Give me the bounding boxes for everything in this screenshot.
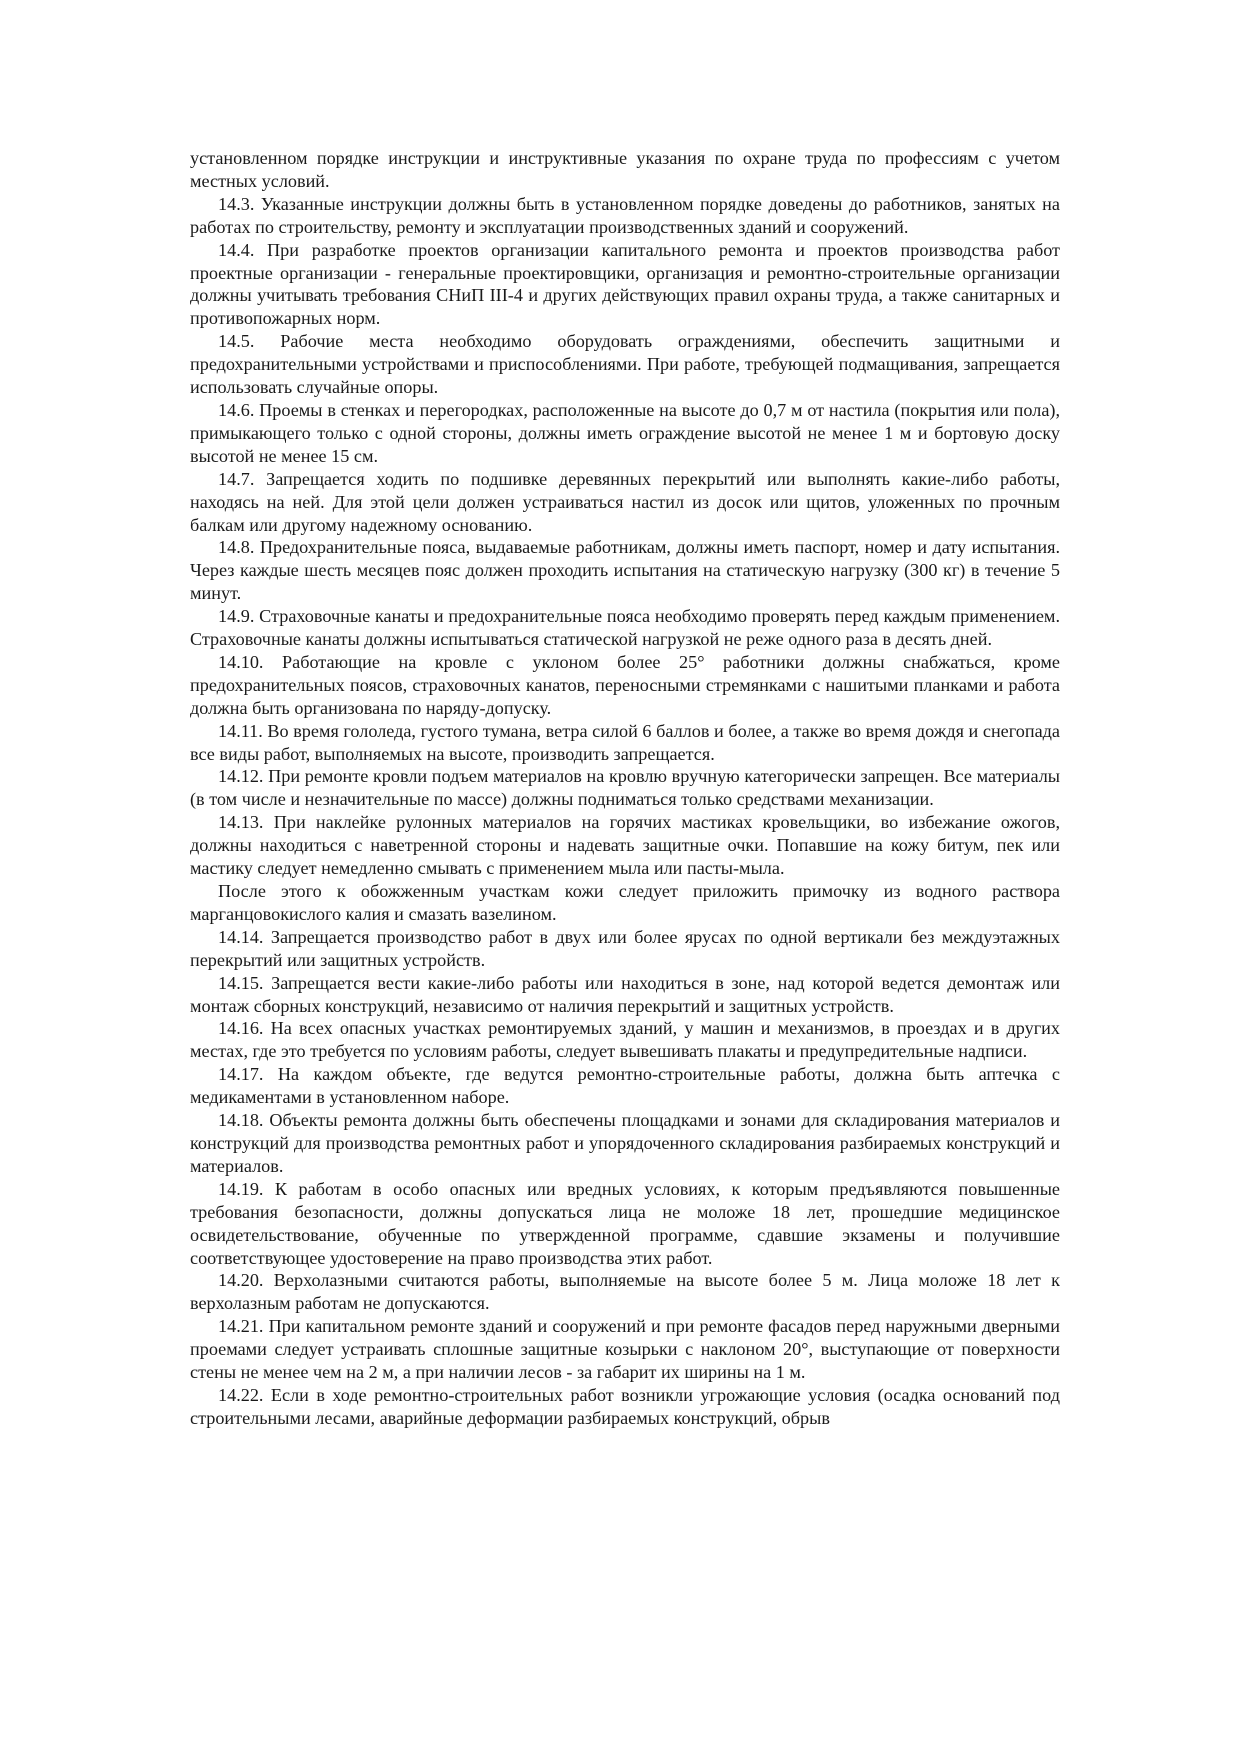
paragraph-14-5: 14.5. Рабочие места необходимо оборудовать ограждениями, обеспечить защитными и предохранительными устройствами и приспособлениями. При работе, требующей подмащивания, запрещается использовать случайные опоры. <box>190 331 1060 398</box>
paragraph-14-13-continued: После этого к обожженным участкам кожи следует приложить примочку из водного раствора марганцовокислого калия и смазать вазелином. <box>190 881 1060 924</box>
paragraph-14-22: 14.22. Если в ходе ремонтно-строительных работ возникли угрожающие условия (осадка оснований под строительными лесами, аварийные деформации разбираемых конструкций, обрыв <box>190 1384 1060 1428</box>
paragraph-14-13: 14.13. При наклейке рулонных материалов на горячих мастиках кровельщики, во избежание ожогов, должны находиться с наветренной стороны и надевать защитные очки. Попавшие на кожу битум, пек или мастику следует немедленно смывать с применением мыла или пасты-мыла. <box>190 812 1060 879</box>
paragraph-14-15: 14.15. Запрещается вести какие-либо работы или находиться в зоне, над которой ведется демонтаж или монтаж сборных конструкций, независимо от наличия перекрытий и защитных устройств. <box>190 972 1060 1016</box>
paragraph-14-18: 14.18. Объекты ремонта должны быть обеспечены площадками и зонами для складирования материалов и конструкций для производства ремонтных работ и упорядоченного складирования разбираемых конструкций и материалов. <box>190 1110 1060 1176</box>
paragraph-14-9: 14.9. Страховочные канаты и предохранительные пояса необходимо проверять перед каждым применением. Страховочные канаты должны испытываться статической нагрузкой не реже одного раза в десять дней. <box>190 606 1060 650</box>
paragraph-14-14: 14.14. Запрещается производство работ в двух или более ярусах по одной вертикали без междуэтажных перекрытий или защитных устройств. <box>190 926 1060 970</box>
paragraph-14-11: 14.11. Во время гололеда, густого тумана, ветра силой 6 баллов и более, а также во время дождя и снегопада все виды работ, выполняемых на высоте, производить запрещается. <box>190 720 1060 764</box>
paragraph-14-21: 14.21. При капитальном ремонте зданий и сооружений и при ремонте фасадов перед наружными дверными проемами следует устраивать сплошные защитные козырьки с наклоном 20°, выступающие от поверхности стены не менее чем на 2 м, а при наличии лесов - за габарит их ширины на 1 м. <box>190 1316 1060 1383</box>
paragraph-14-12: 14.12. При ремонте кровли подъем материалов на кровлю вручную категорически запрещен. Все материалы (в том числе и незначительные по массе) должны подниматься только средствами механизации. <box>190 766 1060 810</box>
paragraph-14-7: 14.7. Запрещается ходить по подшивке деревянных перекрытий или выполнять какие-либо работы, находясь на ней. Для этой цели должен устраиваться настил из досок или щитов, уложенных по прочным балкам или другому надежному основанию. <box>190 468 1060 535</box>
paragraph-14-8: 14.8. Предохранительные пояса, выдаваемые работникам, должны иметь паспорт, номер и дату испытания. Через каждые шесть месяцев пояс должен проходить испытания на статическую нагрузку (300 кг) в течение 5 минут. <box>190 537 1060 604</box>
paragraph-14-16: 14.16. На всех опасных участках ремонтируемых зданий, у машин и механизмов, в проездах и в других местах, где это требуется по условиям работы, следует вывешивать плакаты и предупредительные надписи. <box>190 1018 1060 1062</box>
document-page <box>190 147 1060 1430</box>
paragraph-14-4: 14.4. При разработке проектов организации капитального ремонта и проектов производства работ проектные организации - генеральные проектировщики, организация и ремонтно-строительные организации должны учитывать требования СНиП III-4 и других действующих правил охраны труда, а также санитарных и противопожарных норм. <box>190 239 1060 329</box>
paragraph-continuation: установленном порядке инструкции и инструктивные указания по охране труда по профессиям с учетом местных условий. <box>190 148 1060 191</box>
paragraph-14-19: 14.19. К работам в особо опасных или вредных условиях, к которым предъявляются повышенные требования безопасности, должны допускаться лица не моложе 18 лет, прошедшие медицинское освидетельствование, обученные по утвержденной программе, сдавшие экзамены и получившие соответствующее удостоверение на право производства этих работ. <box>190 1178 1060 1268</box>
paragraph-14-10: 14.10. Работающие на кровле с уклоном более 25° работники должны снабжаться, кроме предохранительных поясов, страховочных канатов, переносными стремянками с нашитыми планками и работа должна быть организована по наряду-допуску. <box>190 651 1060 718</box>
paragraph-14-20: 14.20. Верхолазными считаются работы, выполняемые на высоте более 5 м. Лица моложе 18 лет к верхолазным работам не допускаются. <box>190 1270 1060 1314</box>
paragraph-14-6: 14.6. Проемы в стенках и перегородках, расположенные на высоте до 0,7 м от настила (покрытия или пола), примыкающего только с одной стороны, должны иметь ограждение высотой не менее 1 м и бортовую доску высотой не менее 15 см. <box>190 399 1060 466</box>
paragraph-14-3: 14.3. Указанные инструкции должны быть в установленном порядке доведены до работников, занятых на работах по строительству, ремонту и эксплуатации производственных зданий и сооружений. <box>190 193 1060 237</box>
paragraph-14-17: 14.17. На каждом объекте, где ведутся ремонтно-строительные работы, должна быть аптечка с медикаментами в установленном наборе. <box>190 1064 1060 1108</box>
